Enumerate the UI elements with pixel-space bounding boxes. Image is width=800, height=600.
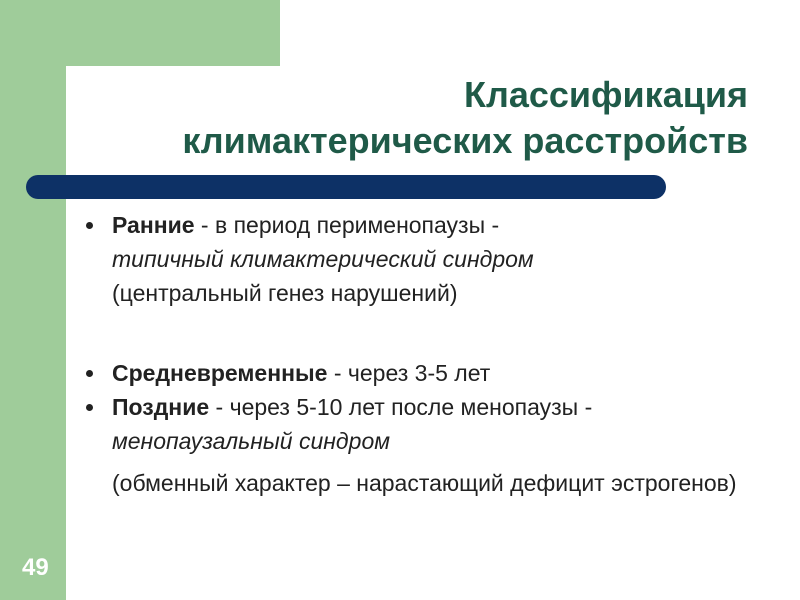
spacer: [82, 310, 762, 356]
list-item-mid: [82, 356, 762, 390]
list-item-late: [82, 390, 762, 458]
title-line-2: климактерических расстройств: [182, 120, 748, 161]
bullet-icon: [86, 370, 93, 377]
bullet-list: [82, 208, 762, 500]
bullet-icon: [86, 404, 93, 411]
item-text: - через 3-5 лет: [327, 360, 491, 386]
item-italic: менопаузальный синдром: [112, 428, 390, 454]
item-term: Средневременные: [112, 360, 328, 386]
item-text: - через 5-10 лет после менопаузы -: [209, 394, 593, 420]
title-divider: [26, 175, 666, 199]
green-top-bar: [0, 0, 280, 66]
page-number: 49: [22, 554, 49, 581]
bullet-icon: [86, 222, 93, 229]
item-text: - в период перименопаузы -: [194, 212, 500, 238]
item-term: Ранние: [112, 212, 195, 238]
title-line-1: Классификация: [464, 74, 748, 115]
item-term: Поздние: [112, 394, 210, 420]
item-italic: типичный климактерический синдром: [112, 246, 534, 272]
item-note-late: (обменный характер – нарастающий дефицит эстрогенов): [112, 470, 737, 496]
slide-title: [48, 72, 748, 164]
list-item-early: [82, 208, 762, 310]
item-note: (центральный генез нарушений): [112, 280, 458, 306]
